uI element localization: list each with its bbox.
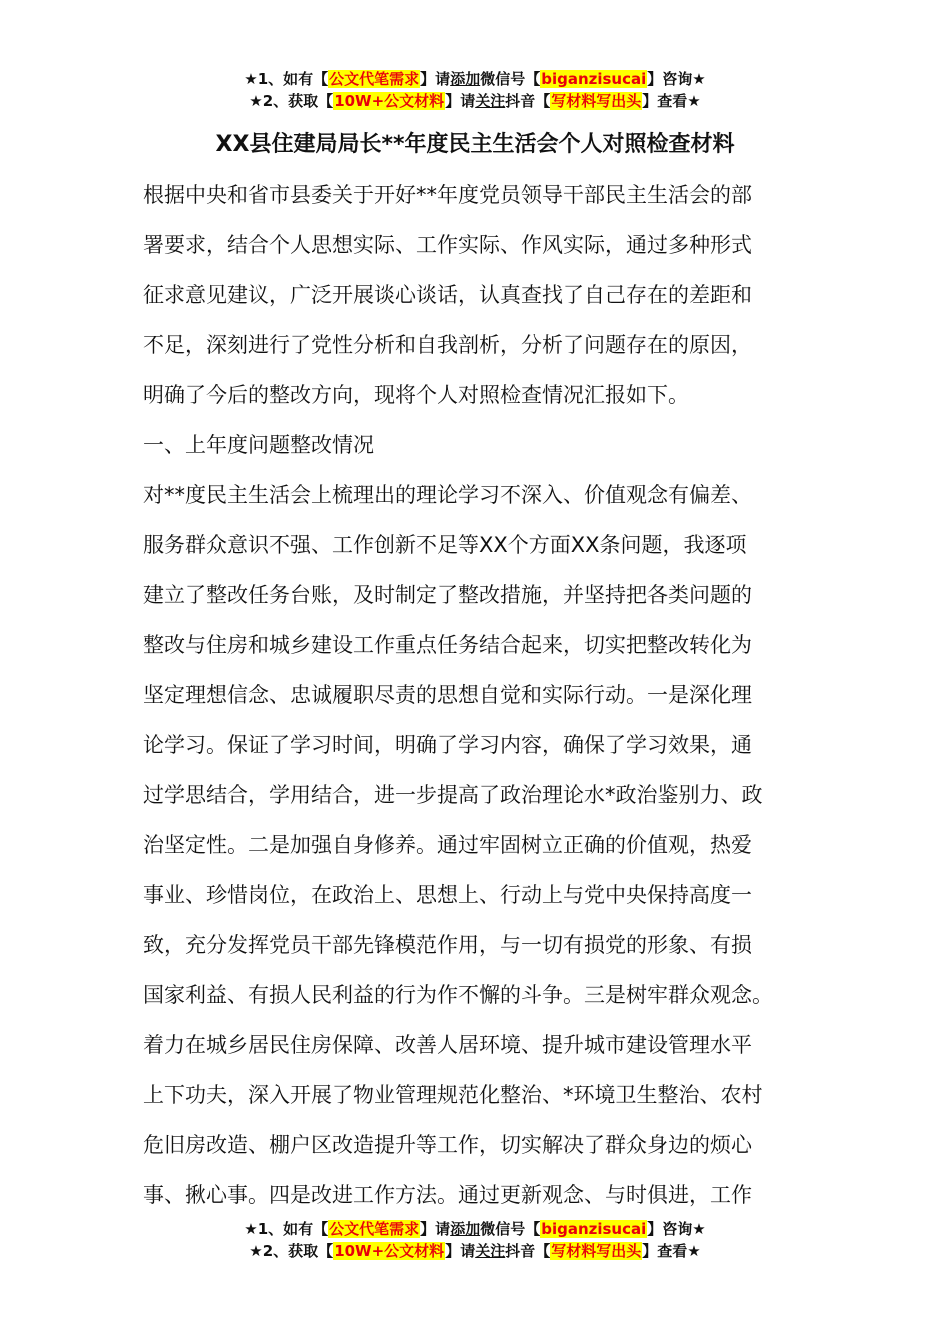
promo-text: ★2、获取【 [249, 92, 334, 110]
highlight-wechat-id: biganzisucai [541, 70, 647, 88]
body-line: 治坚定性。二是加强自身修养。通过牢固树立正确的价值观，热爱 [143, 833, 752, 857]
body-line: 事、揪心事。四是改进工作方法。通过更新观念、与时俱进，工作 [143, 1183, 752, 1207]
highlight-service-label: 公文代笔需求 [329, 1220, 420, 1238]
highlight-service-label: 公文代笔需求 [329, 70, 420, 88]
promo-text: ★2、获取【 [249, 1242, 334, 1260]
body-line: 不足，深刻进行了党性分析和自我剖析，分析了问题存在的原因， [143, 333, 752, 357]
promo-line-2 [0, 1240, 950, 1262]
promo-text: 】请 [445, 1242, 476, 1260]
promo-text: 】咨询★ [647, 70, 706, 88]
body-line: 征求意见建议，广泛开展谈心谈话，认真查找了自己存在的差距和 [143, 283, 752, 307]
highlight-account-name: 写材料写出头 [551, 1242, 642, 1260]
highlight-materials-label: 10W+公文材料 [334, 92, 445, 110]
promo-line-1 [0, 68, 950, 90]
highlight-account-name: 写材料写出头 [551, 92, 642, 110]
body-line: 事业、珍惜岗位，在政治上、思想上、行动上与党中央保持高度一 [143, 883, 752, 907]
body-line: 根据中央和省市县委关于开好**年度党员领导干部民主生活会的部 [143, 183, 752, 207]
promo-text: 抖音【 [505, 92, 551, 110]
document-body [143, 170, 833, 1220]
promo-text: 】请 [420, 70, 451, 88]
body-line: 对**度民主生活会上梳理出的理论学习不深入、价值观念有偏差、 [143, 483, 752, 507]
promo-text: 】请 [445, 92, 476, 110]
body-line: 论学习。保证了学习时间，明确了学习内容，确保了学习效果，通 [143, 733, 752, 757]
promo-banner-top [0, 68, 950, 112]
promo-text: ★1、如有【 [244, 70, 329, 88]
promo-line-2 [0, 90, 950, 112]
promo-banner-bottom [0, 1218, 950, 1262]
promo-text: 】请 [420, 1220, 451, 1238]
section-heading: 一、上年度问题整改情况 [143, 433, 374, 457]
promo-underlined-text: 添加 [450, 70, 481, 88]
promo-text: 抖音【 [505, 1242, 551, 1260]
body-line: 危旧房改造、棚户区改造提升等工作，切实解决了群众身边的烦心 [143, 1133, 752, 1157]
body-line: 服务群众意识不强、工作创新不足等XX个方面XX条问题，我逐项 [143, 533, 747, 557]
promo-text: ★1、如有【 [244, 1220, 329, 1238]
promo-underlined-text: 关注 [475, 1242, 506, 1260]
body-line: 国家利益、有损人民利益的行为作不懈的斗争。三是树牢群众观念。 [143, 983, 773, 1007]
body-line: 致，充分发挥党员干部先锋模范作用，与一切有损党的形象、有损 [143, 933, 752, 957]
highlight-wechat-id: biganzisucai [541, 1220, 647, 1238]
body-line: 着力在城乡居民住房保障、改善人居环境、提升城市建设管理水平 [143, 1033, 752, 1057]
promo-text: 】咨询★ [647, 1220, 706, 1238]
promo-text: 微信号【 [480, 1220, 541, 1238]
body-line: 坚定理想信念、忠诚履职尽责的思想自觉和实际行动。一是深化理 [143, 683, 752, 707]
body-line: 明确了今后的整改方向，现将个人对照检查情况汇报如下。 [143, 383, 689, 407]
document-title: XX县住建局局长**年度民主生活会个人对照检查材料 [215, 132, 735, 157]
body-line: 整改与住房和城乡建设工作重点任务结合起来，切实把整改转化为 [143, 633, 752, 657]
promo-text: 】查看★ [642, 92, 701, 110]
promo-underlined-text: 添加 [450, 1220, 481, 1238]
promo-underlined-text: 关注 [475, 92, 506, 110]
promo-text: 】查看★ [642, 1242, 701, 1260]
body-line: 建立了整改任务台账，及时制定了整改措施，并坚持把各类问题的 [143, 583, 752, 607]
promo-line-1 [0, 1218, 950, 1240]
body-line: 过学思结合，学用结合，进一步提高了政治理论水*政治鉴别力、政 [143, 783, 763, 807]
promo-text: 微信号【 [480, 70, 541, 88]
body-line: 署要求，结合个人思想实际、工作实际、作风实际，通过多种形式 [143, 233, 752, 257]
highlight-materials-label: 10W+公文材料 [334, 1242, 445, 1260]
body-line: 上下功夫，深入开展了物业管理规范化整治、*环境卫生整治、农村 [143, 1083, 763, 1107]
